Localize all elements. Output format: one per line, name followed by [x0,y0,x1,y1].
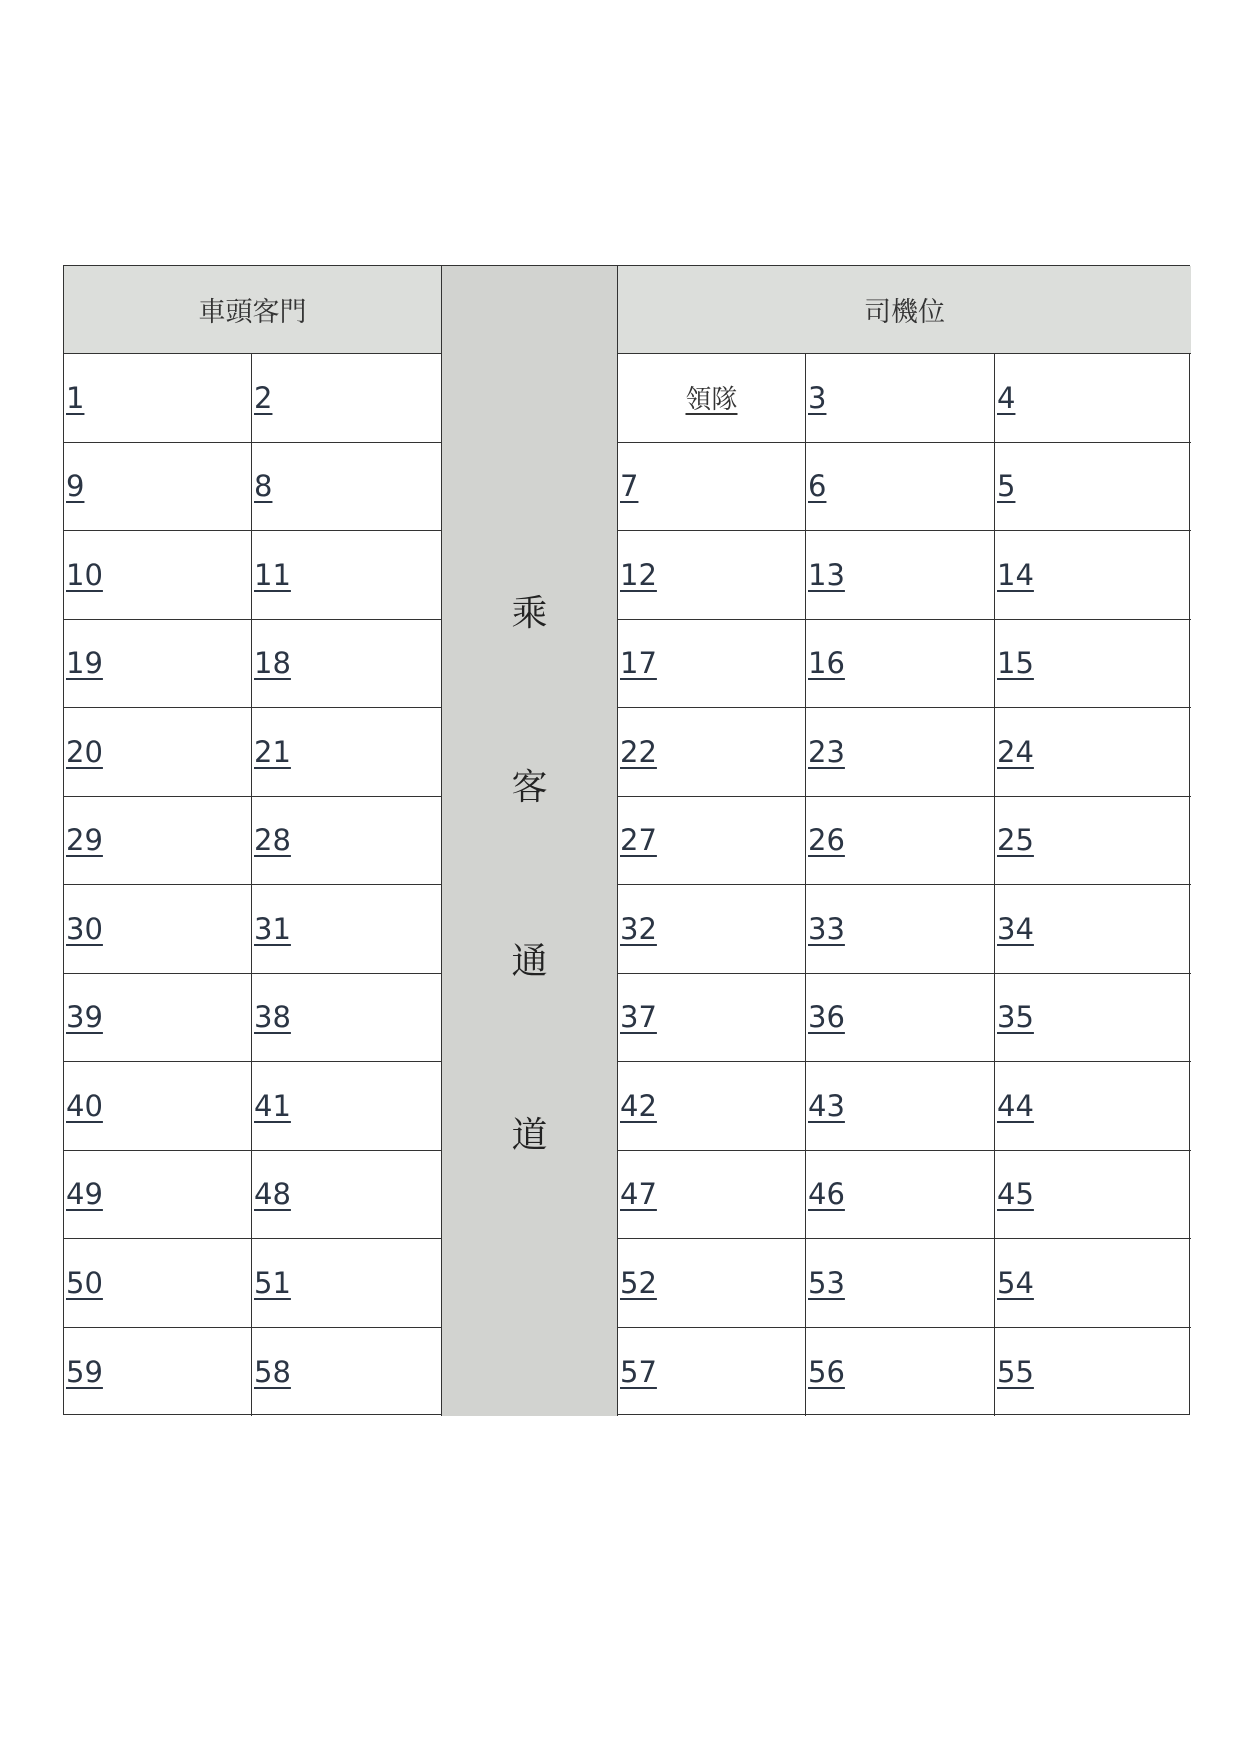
seat-cell [995,1328,1191,1417]
seat-number: 14 [997,557,1034,592]
seat-number: 28 [254,823,291,858]
seat-cell [806,1328,995,1417]
seat-number: 59 [66,1354,103,1389]
seat-cell [64,797,252,886]
front-door-label: 車頭客門 [198,297,307,328]
seat-cell [64,974,252,1063]
seat-cell [995,885,1191,974]
seat-cell [617,708,806,797]
seat-number: 10 [66,557,103,592]
seat-cell [252,354,442,443]
seat-cell [64,1328,252,1417]
seat-cell [64,708,252,797]
seat-number: 11 [254,557,291,592]
seat-number: 21 [254,734,291,769]
seat-cell [64,1062,252,1151]
seat-cell [806,1062,995,1151]
seat-cell [64,620,252,709]
aisle [442,266,617,1416]
seat-cell [806,354,995,443]
seat-cell [995,1239,1191,1328]
seat-number: 56 [808,1354,845,1389]
seat-cell [806,797,995,886]
seat-cell [995,708,1191,797]
seat-number: 38 [254,1000,291,1035]
seat-number: 58 [254,1354,291,1389]
seat-number: 9 [66,469,85,504]
seat-number: 22 [620,734,657,769]
aisle-char: 乘 [511,593,548,634]
seat-cell [252,1151,442,1240]
seat-number: 19 [66,646,103,681]
seat-cell [252,620,442,709]
seat-number: 24 [997,734,1034,769]
tour-leader-label: 領隊 [685,385,738,416]
seat-cell [252,1328,442,1417]
seat-cell [64,531,252,620]
seat-number: 32 [620,911,657,946]
seat-number: 55 [997,1354,1034,1389]
seat-cell [252,974,442,1063]
seat-number: 13 [808,557,845,592]
seat-cell [995,443,1191,532]
seat-number: 5 [997,469,1016,504]
seat-cell [995,797,1191,886]
seat-number: 48 [254,1177,291,1212]
seat-number: 57 [620,1354,657,1389]
seat-number: 25 [997,823,1034,858]
tour-leader-seat [617,354,806,443]
seat-number: 3 [808,380,827,415]
seat-number: 12 [620,557,657,592]
seat-number: 41 [254,1088,291,1123]
seat-cell [806,1151,995,1240]
seat-number: 27 [620,823,657,858]
seat-number: 2 [254,380,273,415]
seat-cell [617,1062,806,1151]
seat-cell [806,885,995,974]
seat-number: 8 [254,469,273,504]
seat-number: 54 [997,1265,1034,1300]
seat-cell [617,797,806,886]
aisle-char: 客 [511,767,548,808]
seat-cell [617,974,806,1063]
seat-number: 46 [808,1177,845,1212]
seat-cell [64,1151,252,1240]
seat-cell [806,1239,995,1328]
seat-cell [64,354,252,443]
seat-number: 37 [620,1000,657,1035]
seat-number: 16 [808,646,845,681]
seat-cell [64,885,252,974]
seat-number: 43 [808,1088,845,1123]
seat-number: 30 [66,911,103,946]
seat-cell [806,620,995,709]
seat-number: 39 [66,1000,103,1035]
seat-cell [64,443,252,532]
seat-cell [252,531,442,620]
seat-number: 36 [808,1000,845,1035]
seat-number: 40 [66,1088,103,1123]
seat-number: 20 [66,734,103,769]
seat-number: 45 [997,1177,1034,1212]
seat-cell [252,1239,442,1328]
seat-cell [252,797,442,886]
seat-number: 44 [997,1088,1034,1123]
seat-cell [617,443,806,532]
seat-cell [995,531,1191,620]
driver-seat-label: 司機位 [864,297,945,328]
front-door-header [64,266,442,354]
seat-cell [617,531,806,620]
seat-number: 33 [808,911,845,946]
driver-seat-header [617,266,1191,354]
seat-cell [617,1151,806,1240]
seat-number: 15 [997,646,1034,681]
seat-number: 47 [620,1177,657,1212]
seat-number: 49 [66,1177,103,1212]
seat-cell [995,354,1191,443]
seat-cell [806,531,995,620]
seat-cell [806,708,995,797]
seat-number: 1 [66,380,85,415]
seat-number: 34 [997,911,1034,946]
seat-number: 6 [808,469,827,504]
seat-number: 42 [620,1088,657,1123]
seat-cell [252,443,442,532]
seat-cell [995,974,1191,1063]
seat-cell [252,708,442,797]
seat-cell [617,1328,806,1417]
seat-cell [617,620,806,709]
aisle-char: 通 [511,941,548,982]
seat-cell [995,1062,1191,1151]
seat-number: 53 [808,1265,845,1300]
seat-number: 7 [620,469,639,504]
seat-cell [617,885,806,974]
seat-cell [252,1062,442,1151]
seat-number: 23 [808,734,845,769]
seat-number: 50 [66,1265,103,1300]
seat-number: 17 [620,646,657,681]
seat-number: 51 [254,1265,291,1300]
seat-number: 26 [808,823,845,858]
seat-cell [617,1239,806,1328]
seat-number: 35 [997,1000,1034,1035]
bus-seat-chart [63,265,1190,1415]
seat-cell [806,443,995,532]
seat-number: 4 [997,380,1016,415]
seat-cell [806,974,995,1063]
seat-number: 52 [620,1265,657,1300]
seat-cell [64,1239,252,1328]
aisle-char: 道 [511,1115,548,1156]
seat-cell [995,1151,1191,1240]
seat-cell [252,885,442,974]
seat-number: 18 [254,646,291,681]
seat-number: 31 [254,911,291,946]
seat-number: 29 [66,823,103,858]
seat-cell [995,620,1191,709]
